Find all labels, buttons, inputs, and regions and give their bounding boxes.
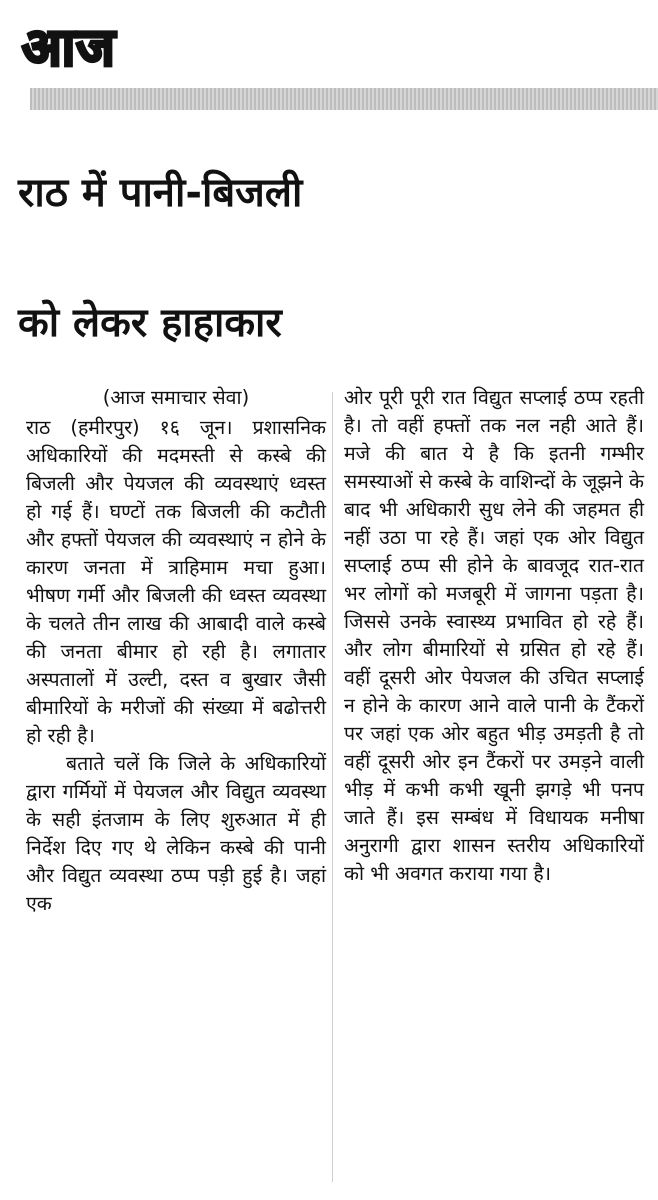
article-column-right — [344, 384, 644, 888]
article-paragraph-2: बताते चलें कि जिले के अधिकारियों द्वारा गर्मियों में पेयजल और विद्युत व्यवस्था के सही इंतजाम के लिए शुरुआत में ही निर्देश दिए गए थे लेकिन कस्बे की पानी और विद्युत व्यवस्था ठप्प पड़ी हुई है। जहां एक — [26, 752, 326, 915]
masthead-logo-text: आज — [22, 18, 116, 78]
headline-line-2: को लेकर हाहाकार — [18, 300, 282, 346]
column-divider — [332, 392, 333, 1182]
article-paragraph-3: ओर पूरी पूरी रात विद्युत सप्लाई ठप्प रहती है। तो वहीं हफ्तों तक नल नही आते हैं। मजे की बात ये है कि इतनी गम्भीर समस्याओं से कस्बे के वाशिन्दों के जूझने के बाद भी अधिकारी सुध लेने की जहमत ही नहीं उठा पा रहे हैं। जहां एक ओर विद्युत सप्लाई ठप्प सी होने के बावजूद रात-रात भर लोगों को मजबूरी में जागना पड़ता है। जिससे उनके स्वास्थ्य प्रभावित हो रहे हैं। और लोग बीमारियों से ग्रसित हो रहे हैं। वहीं दूसरी ओर पेयजल की उचित सप्लाई न होने के कारण आने वाले पानी के टैंकरों पर जहां एक ओर बहुत भीड़ उमड़ती है तो वहीं दूसरी ओर इन टैंकरों पर उमड़ने वाली भीड़ में कभी कभी खूनी झगड़े भी पनप जाते हैं। इस सम्बंध में विधायक मनीषा अनुरागी द्वारा शासन स्तरीय अधिकारियों को भी अवगत कराया गया है। — [344, 386, 644, 885]
headline-line-1: राठ में पानी-बिजली — [18, 170, 303, 216]
article-paragraph-1: राठ (हमीरपुर) १६ जून। प्रशासनिक अधिकारियों की मदमस्ती से कस्बे की बिजली और पेयजल की व्यवस्थाएं ध्वस्त हो गई हैं। घण्टों तक बिजली की कटौती और हफ्तों पेयजल की व्यवस्थाएं न होने के कारण जनता में त्राहिमाम मचा हुआ। भीषण गर्मी और बिजली की ध्वस्त व्यवस्था के चलते तीन लाख की आबादी वाले कस्बे की जनता बीमार हो रही है। लगातार अस्पतालों में उल्टी, दस्त व बुखार जैसी बीमारियों के मरीजों की संख्या में बढोत्तरी हो रही है। — [26, 416, 326, 747]
masthead-rule-bar — [30, 88, 658, 110]
article-column-left — [26, 384, 326, 918]
newspaper-masthead — [22, 14, 172, 82]
article-headline — [18, 128, 658, 388]
article-byline: (आज समाचार सेवा) — [102, 386, 250, 409]
